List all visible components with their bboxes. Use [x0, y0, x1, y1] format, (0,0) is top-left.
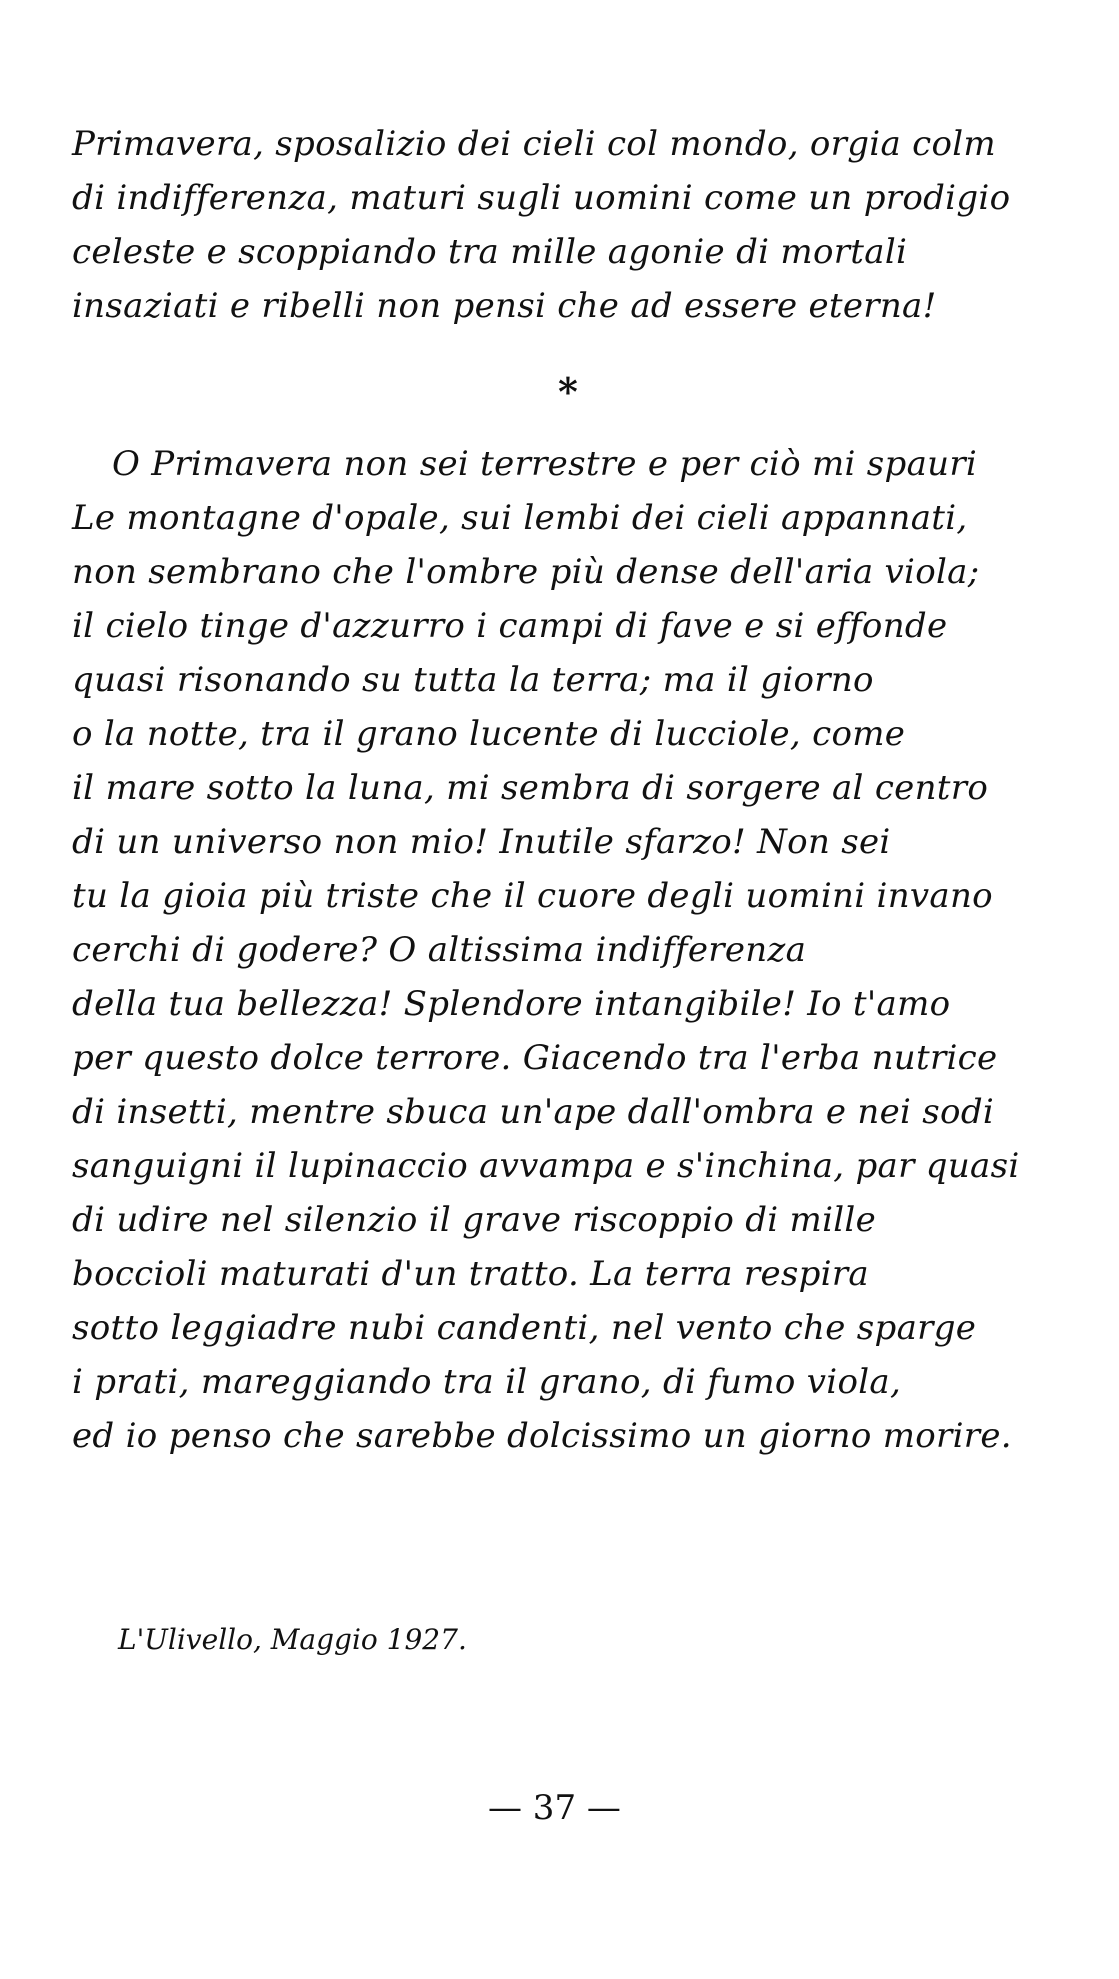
poem-line: quasi risonando su tutta la terra; ma il giorno — [72, 660, 874, 700]
poem-line: Le montagne d'opale, sui lembi dei cieli appannati, — [72, 498, 968, 538]
poem-line: della tua bellezza! Splendore intangibile! Io t'amo — [72, 984, 951, 1024]
poem-line: sotto leggiadre nubi candenti, nel vento che sparge — [72, 1308, 977, 1348]
place-date-signature: L'Ulivello, Maggio 1927. — [118, 1623, 467, 1656]
poem-line: insaziati e ribelli non pensi che ad essere eterna! — [72, 286, 937, 326]
poem-line: il cielo tinge d'azzurro i campi di fave e si effonde — [72, 606, 948, 646]
poem-line: di udire nel silenzio il grave riscoppio di mille — [72, 1200, 877, 1240]
poem-line: celeste e scoppiando tra mille agonie di mortali — [72, 232, 908, 272]
poem-line: non sembrano che l'ombre più dense dell'aria viola; — [72, 552, 980, 592]
poem-line: di un universo non mio! Inutile sfarzo! Non sei — [72, 822, 891, 862]
poem-line: sanguigni il lupinaccio avvampa e s'inchina, par quasi — [72, 1146, 1020, 1186]
page-number: — 37 — — [488, 1788, 621, 1828]
poem-line: di indifferenza, maturi sugli uomini come un prodigio — [72, 178, 1011, 218]
poem-line: i prati, mareggiando tra il grano, di fumo viola, — [72, 1362, 902, 1402]
section-separator: * — [558, 369, 578, 414]
poem-line: cerchi di godere? O altissima indifferenza — [72, 930, 807, 970]
poem-line: di insetti, mentre sbuca un'ape dall'ombra e nei sodi — [72, 1092, 995, 1132]
poem-line: tu la gioia più triste che il cuore degli uomini invano — [72, 876, 993, 916]
poem-line: o la notte, tra il grano lucente di lucciole, come — [72, 714, 906, 754]
poem-line: boccioli maturati d'un tratto. La terra respira — [72, 1254, 869, 1294]
poem-line: Primavera, sposalizio dei cieli col mondo, orgia colm — [72, 124, 996, 164]
poem-line: per questo dolce terrore. Giacendo tra l'erba nutrice — [72, 1038, 998, 1078]
poem-line: O Primavera non sei terrestre e per ciò mi spauri — [112, 444, 978, 484]
poem-line: il mare sotto la luna, mi sembra di sorgere al centro — [72, 768, 989, 808]
poem-line: ed io penso che sarebbe dolcissimo un giorno morire. — [72, 1416, 1012, 1456]
